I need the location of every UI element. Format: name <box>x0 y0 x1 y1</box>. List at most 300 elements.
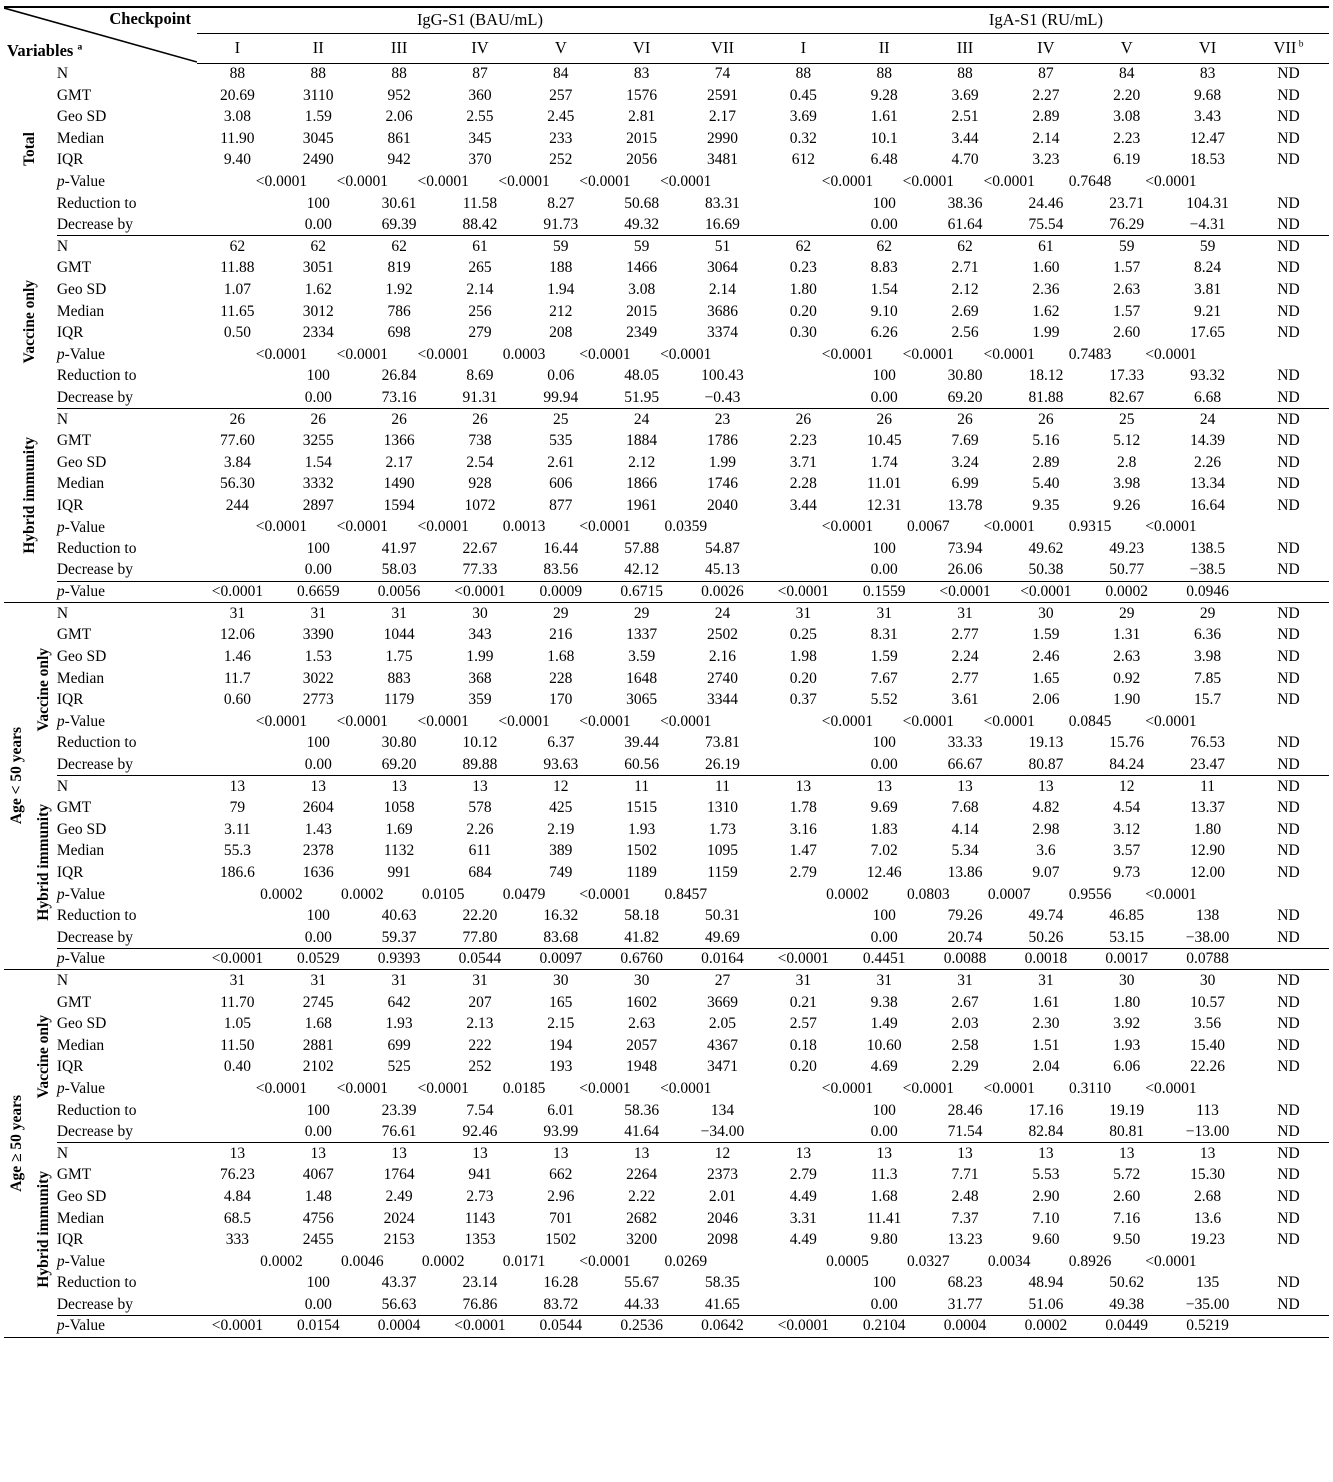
data-cell: 0.4451 <box>844 948 925 970</box>
data-cell: 31 <box>795 972 812 990</box>
data-cell: 2773 <box>302 691 334 709</box>
data-cell: <0.0001 <box>925 581 1006 603</box>
data-cell: 9.26 <box>1113 496 1141 514</box>
side-label-age-ge-50-hybrid-immunity <box>30 1143 56 1316</box>
checkpoint-header-igg-II: II <box>278 34 359 63</box>
data-cell: ND <box>1277 108 1300 126</box>
data-cell: 13.6 <box>1194 1209 1222 1227</box>
data-cell: 80.87 <box>1005 754 1086 776</box>
data-cell: 0.60 <box>223 691 251 709</box>
data-cell: 29 <box>1118 605 1135 623</box>
data-cell: 2.23 <box>789 432 817 450</box>
data-cell: 73.94 <box>947 540 983 558</box>
data-cell: 33.33 <box>947 734 983 752</box>
data-cell: 16.28 <box>543 1274 579 1292</box>
data-cell: 684 <box>468 864 492 882</box>
data-cell: 0.00 <box>278 1294 359 1316</box>
table-row <box>4 1272 1329 1294</box>
data-cell: 1.59 <box>1032 626 1060 644</box>
corner-variables-label: Variables $^a$ <box>7 40 83 60</box>
data-cell: 3.23 <box>1032 151 1060 169</box>
data-cell: 2.60 <box>1113 1187 1141 1205</box>
data-cell: 7.37 <box>951 1209 979 1227</box>
table-row <box>4 646 1329 668</box>
table-row <box>4 603 1329 625</box>
row-label: Median <box>56 129 105 147</box>
data-cell: 1576 <box>626 86 658 104</box>
table-row <box>4 624 1329 646</box>
checkpoint-header-igg-I: I <box>197 34 278 63</box>
data-cell: 0.6760 <box>601 948 682 970</box>
data-cell: 2.17 <box>385 453 413 471</box>
data-cell: 2.89 <box>1032 453 1060 471</box>
data-cell: 13 <box>1118 1144 1135 1162</box>
data-cell: 1.07 <box>223 280 251 298</box>
data-cell: 29 <box>553 605 569 623</box>
data-cell: 76.53 <box>1190 734 1225 752</box>
data-cell: 3.08 <box>1113 108 1141 126</box>
data-cell: 69.39 <box>359 214 440 236</box>
side-label-vaccine-only-all <box>4 236 57 409</box>
data-cell: −38.5 <box>1167 560 1248 582</box>
row-label: Geo SD <box>56 453 107 471</box>
p-value-cell: <0.0001 <box>821 1079 874 1097</box>
p-value-cell: 0.0002 <box>341 885 384 903</box>
data-cell: 26 <box>391 410 407 428</box>
row-label: Geo SD <box>56 820 107 838</box>
p-value-offset-row <box>197 344 1329 366</box>
p-value-cell: 0.0171 <box>502 1252 546 1270</box>
data-cell: 87 <box>1038 65 1054 83</box>
data-cell: 46.85 <box>1109 907 1145 925</box>
data-cell: 83.31 <box>705 194 740 212</box>
data-cell: ND <box>1277 1015 1300 1033</box>
data-cell: 3012 <box>302 302 334 320</box>
row-label: Geo SD <box>56 108 107 126</box>
data-cell: 2.27 <box>1032 86 1060 104</box>
data-cell: ND <box>1277 324 1300 342</box>
data-cell: 29 <box>1199 605 1216 623</box>
data-cell: 1.61 <box>870 108 898 126</box>
data-cell: 0.0009 <box>520 581 601 603</box>
p-value-cell: <0.0001 <box>336 712 388 730</box>
data-cell: 2.54 <box>466 453 494 471</box>
data-cell: 343 <box>468 626 492 644</box>
p-value-cell: <0.0001 <box>579 712 631 730</box>
data-cell: 42.12 <box>601 560 682 582</box>
data-cell: 49.32 <box>601 214 682 236</box>
data-cell: 10.1 <box>870 129 898 147</box>
data-cell: −4.31 <box>1167 214 1248 236</box>
checkpoint-header-iga-VII: VII $^b$ <box>1248 34 1329 63</box>
table-row <box>4 214 1329 236</box>
p-value-cell: 0.0013 <box>502 518 546 536</box>
checkpoint-header-iga-II: II <box>844 34 925 63</box>
data-cell: 3.92 <box>1113 1015 1141 1033</box>
data-cell: 0.20 <box>789 669 817 687</box>
data-cell <box>197 1100 278 1122</box>
row-label: N <box>56 777 69 795</box>
data-cell: ND <box>1277 1058 1300 1076</box>
data-cell: 7.67 <box>870 669 898 687</box>
data-cell: 58.18 <box>624 907 660 925</box>
data-cell: 68.23 <box>947 1274 983 1292</box>
data-cell: 1.93 <box>1113 1036 1141 1054</box>
p-value-cell: 0.7483 <box>1068 345 1112 363</box>
data-cell: 134 <box>710 1101 735 1119</box>
data-cell: 265 <box>468 259 492 277</box>
data-cell: 7.69 <box>951 432 979 450</box>
data-cell: <0.0001 <box>197 1315 278 1337</box>
data-cell: 30 <box>553 972 569 990</box>
data-cell: ND <box>1277 799 1300 817</box>
data-cell: 12 <box>714 1144 731 1162</box>
data-cell: 2881 <box>302 1036 334 1054</box>
p-value-cell: <0.0001 <box>255 712 308 730</box>
data-cell: 9.38 <box>870 993 898 1011</box>
data-cell: 0.0002 <box>1086 581 1167 603</box>
data-cell: 49.69 <box>682 927 763 949</box>
table-row <box>4 257 1329 279</box>
p-value-cell: <0.0001 <box>660 712 712 730</box>
data-cell: ND <box>1277 194 1300 212</box>
data-cell: 13 <box>391 777 407 795</box>
data-cell: 1.94 <box>547 280 575 298</box>
row-spacer <box>4 581 57 603</box>
data-cell: 3.08 <box>628 280 656 298</box>
data-cell: 13 <box>876 777 892 795</box>
data-cell: 23 <box>714 410 731 428</box>
data-cell: 1.43 <box>304 820 332 838</box>
p-value-cell: <0.0001 <box>1145 518 1197 536</box>
data-cell: 2.77 <box>951 669 979 687</box>
row-label: p-Value <box>57 1315 197 1337</box>
data-cell: 1.75 <box>385 648 413 666</box>
separator-p-value-row <box>4 948 1329 970</box>
checkpoint-header-igg-VII: VII <box>682 34 763 63</box>
p-value-offset-row <box>197 171 1329 193</box>
data-cell <box>197 732 278 754</box>
group-header-iga: IgA-S1 (RU/mL) <box>763 7 1329 34</box>
data-cell: 93.63 <box>520 754 601 776</box>
data-cell: 0.00 <box>844 560 925 582</box>
data-cell: 2990 <box>706 129 738 147</box>
data-cell: 28.46 <box>947 1101 983 1119</box>
data-cell: 2.14 <box>708 280 737 298</box>
p-value-cell: <0.0001 <box>1145 345 1197 363</box>
data-cell: 0.0544 <box>520 1315 601 1337</box>
data-cell: 49.62 <box>1028 540 1064 558</box>
checkpoint-header-igg-III: III <box>359 34 440 63</box>
data-cell: 13 <box>472 1144 488 1162</box>
p-value-cell: <0.0001 <box>579 885 631 903</box>
data-cell: 2.01 <box>708 1187 737 1205</box>
data-cell: 0.23 <box>789 259 817 277</box>
data-cell: ND <box>1277 65 1300 83</box>
p-value-cell: <0.0001 <box>579 345 631 363</box>
data-cell: 0.6659 <box>278 581 359 603</box>
data-cell: 20.74 <box>925 927 1006 949</box>
data-cell: 0.00 <box>844 387 925 409</box>
data-cell: 11.3 <box>870 1166 898 1184</box>
data-cell: 135 <box>1195 1274 1220 1292</box>
rotated-label-text: Total <box>21 132 39 167</box>
table-row <box>4 279 1329 301</box>
data-cell: 26 <box>472 410 488 428</box>
data-cell: 9.28 <box>870 86 898 104</box>
data-cell: 1.68 <box>304 1015 332 1033</box>
data-cell: 701 <box>549 1209 573 1227</box>
separator-p-value-row <box>4 1315 1329 1337</box>
data-cell: 88 <box>957 65 973 83</box>
data-cell: 1594 <box>383 496 415 514</box>
data-cell: 2.56 <box>951 324 979 342</box>
data-cell: 0.0026 <box>682 581 763 603</box>
row-label: Median <box>56 669 105 687</box>
data-cell: 0.0946 <box>1167 581 1248 603</box>
p-value-offset-container <box>197 884 1329 906</box>
data-cell: 2.36 <box>1032 280 1060 298</box>
data-cell: 88 <box>391 65 407 83</box>
data-cell: 0.0097 <box>520 948 601 970</box>
data-cell: 2897 <box>302 496 334 514</box>
table-row <box>4 1294 1329 1316</box>
data-cell: 1636 <box>302 864 334 882</box>
row-label: GMT <box>56 1166 92 1184</box>
p-value-cell: <0.0001 <box>579 172 631 190</box>
data-cell <box>197 905 278 927</box>
data-cell: 26 <box>957 410 973 428</box>
data-cell: 81.88 <box>1005 387 1086 409</box>
data-cell: 31 <box>472 972 488 990</box>
data-cell: 5.72 <box>1113 1166 1141 1184</box>
data-cell: 3669 <box>706 993 738 1011</box>
p-value-cell: 0.0002 <box>421 1252 465 1270</box>
data-cell: 69.20 <box>925 387 1006 409</box>
side-label-age-lt-50 <box>4 603 30 949</box>
data-cell: 170 <box>549 691 573 709</box>
data-cell: 30 <box>1199 972 1216 990</box>
row-label: Reduction to <box>56 907 137 925</box>
data-cell: 68.5 <box>223 1209 251 1227</box>
data-cell: 3064 <box>706 259 738 277</box>
data-cell: 4.49 <box>789 1231 817 1249</box>
data-cell: 2.46 <box>1032 648 1060 666</box>
data-cell: 1466 <box>626 259 658 277</box>
rotated-label-text: Hybrid immunity <box>21 436 39 554</box>
results-table <box>4 6 1329 1338</box>
data-cell: 4067 <box>302 1166 334 1184</box>
data-cell: <0.0001 <box>197 948 278 970</box>
data-cell: 100 <box>306 367 330 385</box>
data-cell: 5.40 <box>1032 475 1060 493</box>
data-cell: 0.5219 <box>1167 1315 1248 1337</box>
checkpoint-header-iga-V: V <box>1086 34 1167 63</box>
p-value-cell: <0.0001 <box>579 1079 631 1097</box>
data-cell: 3051 <box>302 259 334 277</box>
data-cell: ND <box>1277 864 1300 882</box>
table-row <box>4 1229 1329 1251</box>
data-cell: 1.60 <box>1032 259 1060 277</box>
data-cell: 0.9393 <box>359 948 440 970</box>
data-cell: 76.29 <box>1086 214 1167 236</box>
data-cell: 1961 <box>626 496 658 514</box>
data-cell: 1866 <box>626 475 658 493</box>
row-label: Median <box>56 842 105 860</box>
data-cell: 5.12 <box>1113 432 1141 450</box>
data-cell: 25 <box>1118 410 1135 428</box>
data-cell: 0.0088 <box>925 948 1006 970</box>
row-label: GMT <box>56 432 92 450</box>
data-cell: 51.95 <box>601 387 682 409</box>
data-cell: 1.61 <box>1032 993 1060 1011</box>
data-cell: 8.31 <box>870 626 898 644</box>
data-cell: 2102 <box>302 1058 334 1076</box>
table-row <box>4 149 1329 171</box>
data-cell: 7.54 <box>466 1101 494 1119</box>
data-cell: 2056 <box>626 151 658 169</box>
data-cell: 30 <box>1118 972 1135 990</box>
p-value-offset-container <box>197 171 1329 193</box>
p-value-cell: <0.0001 <box>579 1252 631 1270</box>
data-cell: 44.33 <box>601 1294 682 1316</box>
data-cell: 100 <box>872 540 896 558</box>
data-cell: 61 <box>1038 238 1054 256</box>
data-cell: 1095 <box>706 842 738 860</box>
data-cell: 194 <box>549 1036 573 1054</box>
p-value-cell: 0.0002 <box>260 1252 303 1270</box>
data-cell: 2.06 <box>385 108 413 126</box>
data-cell: 11.88 <box>220 259 255 277</box>
data-cell: 27 <box>714 972 731 990</box>
data-cell: 877 <box>549 496 573 514</box>
data-cell: 606 <box>549 475 573 493</box>
data-cell: 6.37 <box>547 734 575 752</box>
table-row <box>4 1121 1329 1143</box>
data-cell: 6.48 <box>870 151 898 169</box>
data-cell: 49.74 <box>1028 907 1064 925</box>
data-cell: 26 <box>310 410 326 428</box>
data-cell: 50.31 <box>705 907 740 925</box>
data-cell: 0.06 <box>547 367 575 385</box>
data-cell: 87 <box>472 65 488 83</box>
data-cell <box>197 538 278 560</box>
data-cell: 100 <box>306 907 330 925</box>
data-cell: 12.31 <box>866 496 902 514</box>
data-cell: 345 <box>468 129 492 147</box>
data-cell: 0.0154 <box>278 1315 359 1337</box>
data-cell: ND <box>1248 1294 1329 1316</box>
data-cell: 3.81 <box>1194 280 1222 298</box>
data-cell: 279 <box>468 324 492 342</box>
data-cell: <0.0001 <box>763 948 844 970</box>
data-cell: 3200 <box>626 1231 658 1249</box>
p-value-cell: <0.0001 <box>983 1079 1035 1097</box>
data-cell: 1.57 <box>1113 259 1141 277</box>
table-row <box>4 430 1329 452</box>
data-cell: ND <box>1277 86 1300 104</box>
data-cell: 0.0164 <box>682 948 763 970</box>
row-label: p-Value <box>57 581 197 603</box>
table-row <box>4 1186 1329 1208</box>
data-cell: 0.0018 <box>1005 948 1086 970</box>
p-value-cell: <0.0001 <box>821 712 874 730</box>
side-label-age-lt-50-hybrid-immunity <box>30 776 56 949</box>
data-cell: 5.53 <box>1032 1166 1060 1184</box>
data-cell: 1.78 <box>789 799 817 817</box>
data-cell: 50.77 <box>1086 560 1167 582</box>
data-cell: 13.78 <box>947 496 983 514</box>
data-cell <box>763 1100 844 1122</box>
p-value-cell: 0.8926 <box>1068 1252 1112 1270</box>
data-cell: ND <box>1248 927 1329 949</box>
data-cell: 0.2536 <box>601 1315 682 1337</box>
data-cell: 24.46 <box>1028 194 1064 212</box>
data-cell: 138.5 <box>1190 540 1225 558</box>
data-cell: 0.0056 <box>359 581 440 603</box>
data-cell: 1.65 <box>1032 669 1060 687</box>
data-cell: 15.7 <box>1194 691 1222 709</box>
data-cell: 0.00 <box>278 387 359 409</box>
data-cell: 3.61 <box>951 691 979 709</box>
data-cell: 12 <box>1118 777 1135 795</box>
data-cell: 3.16 <box>789 820 817 838</box>
data-cell: 3.56 <box>1194 1015 1222 1033</box>
row-label: IQR <box>56 691 84 709</box>
data-cell: 5.52 <box>870 691 898 709</box>
data-cell: 11 <box>634 777 650 795</box>
data-cell: 88 <box>876 65 892 83</box>
side-label-age-ge-50-vaccine-only <box>30 970 56 1143</box>
data-cell: 53.15 <box>1086 927 1167 949</box>
row-label: Median <box>56 475 105 493</box>
data-cell: 4.14 <box>951 820 979 838</box>
table-row <box>4 1207 1329 1229</box>
checkpoint-header-igg-VI: VI <box>601 34 682 63</box>
data-cell: 257 <box>549 86 573 104</box>
row-label: IQR <box>56 1231 84 1249</box>
row-label: Decrease by <box>57 214 197 236</box>
data-cell: 50.38 <box>1005 560 1086 582</box>
data-cell: 1366 <box>383 432 415 450</box>
data-cell: 1.31 <box>1113 626 1141 644</box>
data-cell: 0.00 <box>844 214 925 236</box>
rotated-label-text: Vaccine only <box>34 1014 52 1099</box>
data-cell <box>197 365 278 387</box>
data-cell: ND <box>1277 302 1300 320</box>
data-cell: 2.60 <box>1113 324 1141 342</box>
data-cell: 2.03 <box>951 1015 979 1033</box>
p-value-cell: 0.9315 <box>1068 518 1112 536</box>
p-value-cell: 0.0479 <box>502 885 546 903</box>
data-cell: 5.16 <box>1032 432 1060 450</box>
data-cell: 13 <box>472 777 488 795</box>
data-cell: 2.51 <box>951 108 979 126</box>
data-cell: 1.47 <box>789 842 817 860</box>
data-cell <box>763 214 844 236</box>
p-value-cell: <0.0001 <box>1145 172 1197 190</box>
data-cell: 1.90 <box>1113 691 1141 709</box>
data-cell: 22.26 <box>1190 1058 1225 1076</box>
table-row <box>4 1035 1329 1057</box>
data-cell: 0.00 <box>278 214 359 236</box>
data-cell: 2373 <box>706 1166 738 1184</box>
row-label: Reduction to <box>56 1274 137 1292</box>
p-value-cell: 0.0359 <box>664 518 708 536</box>
data-cell <box>197 1294 278 1316</box>
data-cell: 58.36 <box>624 1101 660 1119</box>
data-cell: 23.39 <box>381 1101 417 1119</box>
